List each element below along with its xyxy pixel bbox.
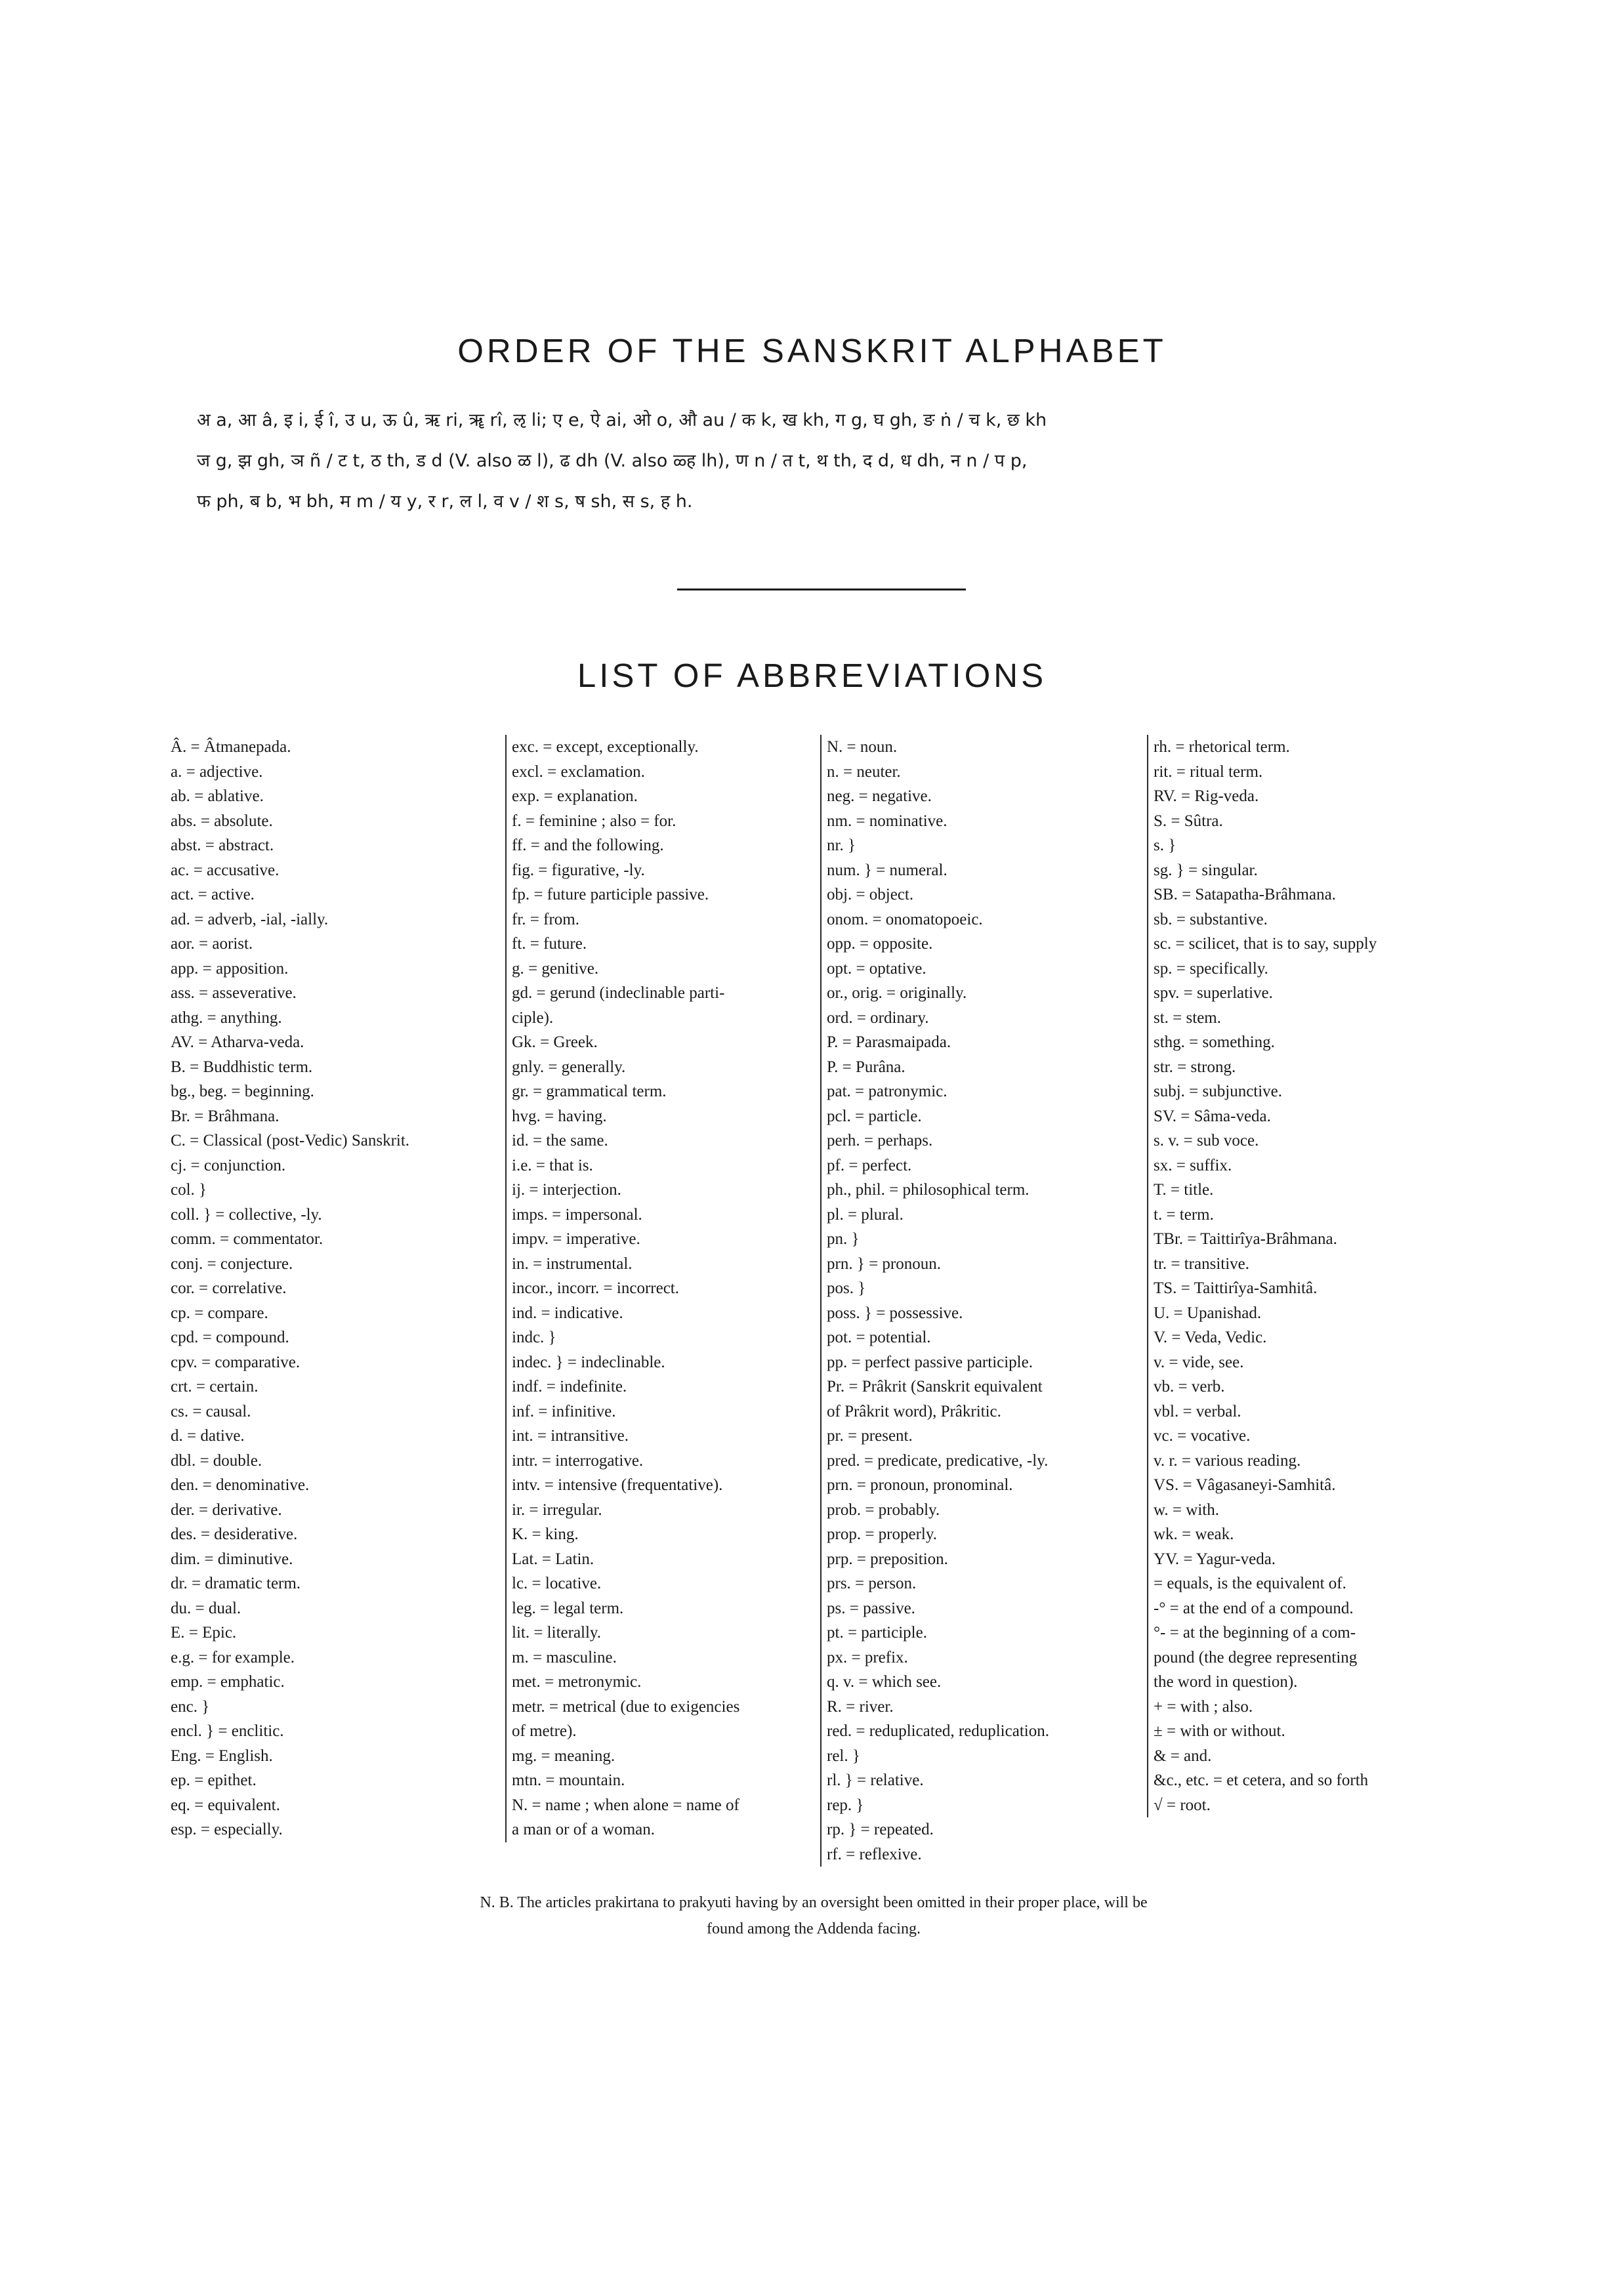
abbreviation-entry: ir. = irregular. xyxy=(512,1500,602,1519)
abbreviation-entry: rit. = ritual term. xyxy=(1154,762,1263,781)
abbreviation-entry: emp. = emphatic. xyxy=(171,1673,285,1691)
divider xyxy=(677,589,966,590)
abbreviation-entry: incor., incorr. = incorrect. xyxy=(512,1279,679,1297)
abbreviation-entry: abst. = abstract. xyxy=(171,837,274,854)
abbreviation-entry: metr. = metrical (due to exigencies xyxy=(512,1697,740,1716)
abbreviation-entry: E. = Epic. xyxy=(171,1624,237,1642)
abbreviation-entry: prop. = properly. xyxy=(827,1525,937,1543)
abbreviation-entry: of metre). xyxy=(512,1722,577,1740)
abbreviations-column-4 xyxy=(1147,735,1462,1817)
abbreviation-entry: pound (the degree representing xyxy=(1154,1648,1358,1666)
abbreviation-entry: Eng. = English. xyxy=(171,1747,273,1765)
abbreviation-entry: sx. = suffix. xyxy=(1154,1156,1232,1174)
abbreviation-entry: ad. = adverb, -ial, -ially. xyxy=(171,910,329,928)
abbreviation-entry: vc. = vocative. xyxy=(1154,1427,1251,1445)
abbreviation-entry: B. = Buddhistic term. xyxy=(171,1058,313,1076)
abbreviation-entry: pr. = present. xyxy=(827,1427,913,1445)
abbreviation-entry: prs. = person. xyxy=(827,1575,917,1592)
abbreviation-entry: -° = at the end of a compound. xyxy=(1154,1599,1354,1617)
abbreviation-entry: crt. = certain. xyxy=(171,1378,259,1396)
alphabet-order xyxy=(197,400,1483,522)
abbreviation-entry: inf. = infinitive. xyxy=(512,1402,616,1420)
abbreviation-entry: VS. = Vâgasaneyi-Samhitâ. xyxy=(1154,1476,1336,1494)
abbreviation-entry: exc. = except, exceptionally. xyxy=(512,738,699,756)
abbreviation-entry: P. = Parasmaipada. xyxy=(827,1033,951,1051)
abbreviation-entry: mg. = meaning. xyxy=(512,1747,615,1765)
abbreviation-entry: i.e. = that is. xyxy=(512,1156,593,1174)
abbreviation-entry: fp. = future participle passive. xyxy=(512,886,709,903)
abbreviation-entry: ± = with or without. xyxy=(1154,1722,1285,1740)
abbreviation-entry: R. = river. xyxy=(827,1697,894,1716)
abbreviation-entry: nm. = nominative. xyxy=(827,812,947,830)
abbreviation-entry: rf. = reflexive. xyxy=(827,1845,922,1863)
abbreviation-entry: excl. = exclamation. xyxy=(512,762,645,781)
abbreviation-entry: act. = active. xyxy=(171,886,255,903)
abbreviation-entry: opt. = optative. xyxy=(827,959,927,978)
abbreviation-entry: bg., beg. = beginning. xyxy=(171,1083,314,1100)
abbreviations-column-2 xyxy=(505,735,801,1842)
abbreviation-entry: pot. = potential. xyxy=(827,1329,931,1346)
abbreviation-entry: du. = dual. xyxy=(171,1599,241,1617)
abbreviation-entry: m. = masculine. xyxy=(512,1648,617,1666)
abbreviation-entry: ij. = interjection. xyxy=(512,1181,621,1199)
alphabet-line-3: फ ph, ब b, भ bh, म m / य y, र r, ल l, व v / श s, ष sh, स s, ह h. xyxy=(197,491,693,512)
abbreviation-entry: prn. } = pronoun. xyxy=(827,1254,941,1273)
abbreviation-entry: rel. } xyxy=(827,1747,860,1765)
abbreviation-entry: pt. = participle. xyxy=(827,1624,927,1642)
abbreviation-entry: app. = apposition. xyxy=(171,959,289,978)
abbreviation-entry: den. = denominative. xyxy=(171,1476,310,1494)
abbreviation-entry: cs. = causal. xyxy=(171,1402,251,1420)
abbreviation-entry: P. = Purâna. xyxy=(827,1058,906,1076)
abbreviation-entry: cpv. = comparative. xyxy=(171,1353,301,1371)
abbreviation-entry: indc. } xyxy=(512,1329,556,1346)
abbreviation-entry: cor. = correlative. xyxy=(171,1279,287,1297)
abbreviation-entry: ep. = epithet. xyxy=(171,1771,257,1789)
abbreviation-entry: S. = Sûtra. xyxy=(1154,812,1223,830)
abbreviation-entry: athg. = anything. xyxy=(171,1008,282,1027)
abbreviation-entry: g. = genitive. xyxy=(512,959,599,978)
footnote-line-1: N. B. The articles prakirtana to prakyuti having by an oversight been omitted in their proper place, will be xyxy=(480,1894,1148,1911)
abbreviation-entry: der. = derivative. xyxy=(171,1500,282,1519)
abbreviation-entry: neg. = negative. xyxy=(827,787,932,805)
abbreviation-entry: enc. } xyxy=(171,1697,210,1716)
abbreviation-entry: comm. = commentator. xyxy=(171,1230,323,1248)
abbreviation-entry: pred. = predicate, predicative, -ly. xyxy=(827,1451,1049,1470)
abbreviation-entry: w. = with. xyxy=(1154,1500,1219,1519)
abbreviation-entry: cp. = compare. xyxy=(171,1304,268,1322)
abbreviation-entry: intv. = intensive (frequentative). xyxy=(512,1476,723,1494)
abbreviation-entry: px. = prefix. xyxy=(827,1648,908,1666)
abbreviation-entry: v. r. = various reading. xyxy=(1154,1451,1301,1470)
abbreviation-entry: sg. } = singular. xyxy=(1154,861,1258,879)
abbreviation-entry: coll. } = collective, -ly. xyxy=(171,1205,322,1224)
abbreviation-entry: the word in question). xyxy=(1154,1673,1298,1691)
abbreviation-entry: prob. = probably. xyxy=(827,1500,940,1519)
abbreviation-entry: conj. = conjecture. xyxy=(171,1254,293,1273)
abbreviation-entry: mtn. = mountain. xyxy=(512,1771,625,1789)
abbreviations-heading: LIST OF ABBREVIATIONS xyxy=(577,657,1047,694)
abbreviation-entry: fig. = figurative, -ly. xyxy=(512,861,645,879)
abbreviation-entry: intr. = interrogative. xyxy=(512,1451,644,1470)
abbreviation-entry: lit. = literally. xyxy=(512,1624,602,1642)
abbreviation-entry: AV. = Atharva-veda. xyxy=(171,1033,304,1051)
abbreviation-entry: rh. = rhetorical term. xyxy=(1154,738,1290,756)
abbreviation-entry: onom. = onomatopoeic. xyxy=(827,910,983,928)
abbreviation-entry: ft. = future. xyxy=(512,935,587,953)
abbreviation-entry: ab. = ablative. xyxy=(171,787,264,805)
abbreviation-entry: v. = vide, see. xyxy=(1154,1353,1244,1371)
abbreviation-entry: ind. = indicative. xyxy=(512,1304,623,1322)
abbreviation-entry: red. = reduplicated, reduplication. xyxy=(827,1722,1049,1740)
abbreviation-entry: YV. = Yagur-veda. xyxy=(1154,1550,1276,1568)
abbreviation-entry: N. = name ; when alone = name of xyxy=(512,1796,739,1814)
abbreviation-entry: C. = Classical (post-Vedic) Sanskrit. xyxy=(171,1132,410,1149)
abbreviation-entry: fr. = from. xyxy=(512,910,579,928)
abbreviation-entry: cpd. = compound. xyxy=(171,1329,289,1346)
abbreviation-entry: dr. = dramatic term. xyxy=(171,1575,301,1592)
abbreviation-entry: rl. } = relative. xyxy=(827,1771,924,1789)
abbreviation-entry: °- = at the beginning of a com- xyxy=(1154,1624,1356,1642)
abbreviation-entry: num. } = numeral. xyxy=(827,861,947,879)
abbreviations-column-1 xyxy=(171,735,459,1842)
abbreviation-entry: s. v. = sub voce. xyxy=(1154,1132,1259,1149)
abbreviation-entry: a. = adjective. xyxy=(171,762,263,781)
abbreviation-entry: spv. = superlative. xyxy=(1154,984,1273,1002)
abbreviation-entry: of Prâkrit word), Prâkritic. xyxy=(827,1402,1001,1420)
abbreviation-entry: prn. = pronoun, pronominal. xyxy=(827,1476,1013,1494)
abbreviation-entry: id. = the same. xyxy=(512,1132,608,1149)
abbreviation-entry: imps. = impersonal. xyxy=(512,1205,642,1224)
abbreviation-entry: pat. = patronymic. xyxy=(827,1083,947,1100)
abbreviation-entry: int. = intransitive. xyxy=(512,1427,629,1445)
abbreviation-entry: pf. = perfect. xyxy=(827,1156,912,1174)
abbreviation-entry: a man or of a woman. xyxy=(512,1821,655,1838)
abbreviation-entry: pl. = plural. xyxy=(827,1205,904,1224)
abbreviation-entry: Br. = Brâhmana. xyxy=(171,1107,280,1125)
alphabet-line-1: अ a, आ â, इ i, ई î, उ u, ऊ û, ऋ ri, ॠ rî, ऌ li; ए e, ऐ ai, ओ o, औ au / क k, ख kh, ग g, घ gh, ङ ṅ / च k, छ kh xyxy=(197,410,1047,430)
abbreviation-entry: exp. = explanation. xyxy=(512,787,638,805)
abbreviation-entry: st. = stem. xyxy=(1154,1008,1221,1027)
abbreviation-entry: SB. = Satapatha-Brâhmana. xyxy=(1154,886,1336,903)
abbreviation-entry: prp. = preposition. xyxy=(827,1550,948,1568)
abbreviation-entry: dim. = diminutive. xyxy=(171,1550,293,1568)
abbreviation-entry: hvg. = having. xyxy=(512,1107,607,1125)
abbreviation-entry: √ = root. xyxy=(1154,1796,1211,1814)
abbreviation-entry: q. v. = which see. xyxy=(827,1673,942,1691)
abbreviation-entry: & = and. xyxy=(1154,1747,1212,1765)
abbreviation-entry: cj. = conjunction. xyxy=(171,1156,286,1174)
abbreviation-entry: poss. } = possessive. xyxy=(827,1304,963,1322)
abbreviation-entry: TBr. = Taittirîya-Brâhmana. xyxy=(1154,1230,1337,1248)
abbreviation-entry: + = with ; also. xyxy=(1154,1697,1253,1716)
abbreviation-entry: dbl. = double. xyxy=(171,1451,262,1470)
abbreviation-entry: gr. = grammatical term. xyxy=(512,1083,667,1100)
abbreviation-entry: eq. = equivalent. xyxy=(171,1796,280,1814)
abbreviation-entry: e.g. = for example. xyxy=(171,1648,295,1666)
alphabet-line-2: ज g, झ gh, ञ ñ / ट t, ठ th, ड d (V. also ळ l), ढ dh (V. also ळ्ह lh), ण n / त t, थ th, द d, ध dh, न n / प p, xyxy=(197,451,1028,471)
abbreviation-entry: Pr. = Prâkrit (Sanskrit equivalent xyxy=(827,1378,1043,1396)
abbreviation-entry: t. = term. xyxy=(1154,1205,1214,1224)
abbreviation-entry: Gk. = Greek. xyxy=(512,1033,598,1051)
abbreviation-entry: ph., phil. = philosophical term. xyxy=(827,1181,1030,1199)
abbreviation-entry: T. = title. xyxy=(1154,1181,1214,1199)
abbreviation-entry: ord. = ordinary. xyxy=(827,1008,929,1027)
abbreviation-entry: met. = metronymic. xyxy=(512,1673,642,1691)
abbreviation-entry: = equals, is the equivalent of. xyxy=(1154,1575,1346,1592)
abbreviation-entry: str. = strong. xyxy=(1154,1058,1236,1076)
abbreviation-entry: or., orig. = originally. xyxy=(827,984,967,1002)
abbreviation-entry: SV. = Sâma-veda. xyxy=(1154,1107,1271,1125)
abbreviation-entry: sb. = substantive. xyxy=(1154,910,1268,928)
abbreviation-entry: indec. } = indeclinable. xyxy=(512,1353,665,1371)
abbreviation-entry: d. = dative. xyxy=(171,1427,245,1445)
abbreviation-entry: sthg. = something. xyxy=(1154,1033,1275,1051)
abbreviation-entry: n. = neuter. xyxy=(827,762,901,781)
abbreviation-entry: TS. = Taittirîya-Samhitâ. xyxy=(1154,1279,1318,1297)
abbreviation-entry: ff. = and the following. xyxy=(512,837,664,854)
abbreviation-entry: indf. = indefinite. xyxy=(512,1378,627,1396)
abbreviation-entry: Â. = Âtmanepada. xyxy=(171,738,291,756)
abbreviation-entry: ac. = accusative. xyxy=(171,861,280,879)
abbreviation-entry: ps. = passive. xyxy=(827,1599,915,1617)
abbreviation-entry: pn. } xyxy=(827,1230,860,1248)
abbreviation-entry: N. = noun. xyxy=(827,738,898,756)
abbreviation-entry: K. = king. xyxy=(512,1525,579,1543)
abbreviation-entry: U. = Upanishad. xyxy=(1154,1304,1262,1322)
abbreviation-entry: s. } xyxy=(1154,837,1176,854)
abbreviation-entry: wk. = weak. xyxy=(1154,1525,1234,1543)
abbreviation-entry: aor. = aorist. xyxy=(171,935,253,953)
abbreviation-entry: gnly. = generally. xyxy=(512,1058,626,1076)
abbreviation-entry: nr. } xyxy=(827,837,856,854)
abbreviation-entry: rp. } = repeated. xyxy=(827,1821,934,1838)
abbreviation-entry: in. = instrumental. xyxy=(512,1254,633,1273)
abbreviation-entry: col. } xyxy=(171,1181,207,1199)
abbreviation-entry: obj. = object. xyxy=(827,886,914,903)
abbreviation-entry: pos. } xyxy=(827,1279,866,1297)
abbreviation-entry: opp. = opposite. xyxy=(827,935,933,953)
abbreviations-column-3 xyxy=(820,735,1138,1867)
abbreviation-entry: abs. = absolute. xyxy=(171,812,273,830)
abbreviation-entry: des. = desiderative. xyxy=(171,1525,298,1543)
abbreviation-entry: V. = Veda, Vedic. xyxy=(1154,1329,1267,1346)
abbreviation-entry: vb. = verb. xyxy=(1154,1378,1225,1396)
abbreviation-entry: pcl. = particle. xyxy=(827,1107,922,1125)
abbreviation-entry: Lat. = Latin. xyxy=(512,1550,594,1568)
abbreviation-entry: sc. = scilicet, that is to say, supply xyxy=(1154,935,1377,953)
abbreviation-entry: ciple). xyxy=(512,1008,554,1027)
abbreviation-entry: RV. = Rig-veda. xyxy=(1154,787,1259,805)
footnote-line-2: found among the Addenda facing. xyxy=(707,1920,921,1937)
abbreviation-entry: esp. = especially. xyxy=(171,1821,283,1838)
abbreviation-entry: f. = feminine ; also = for. xyxy=(512,812,677,830)
abbreviation-entry: impv. = imperative. xyxy=(512,1230,640,1248)
abbreviation-entry: tr. = transitive. xyxy=(1154,1254,1250,1273)
abbreviation-entry: rep. } xyxy=(827,1796,864,1814)
abbreviation-entry: sp. = specifically. xyxy=(1154,959,1268,978)
abbreviation-entry: encl. } = enclitic. xyxy=(171,1722,284,1740)
abbreviation-entry: subj. = subjunctive. xyxy=(1154,1083,1283,1100)
abbreviation-entry: pp. = perfect passive participle. xyxy=(827,1353,1033,1371)
abbreviation-entry: gd. = gerund (indeclinable parti- xyxy=(512,984,725,1002)
abbreviation-entry: perh. = perhaps. xyxy=(827,1132,933,1149)
abbreviation-entry: lc. = locative. xyxy=(512,1575,602,1592)
footnote xyxy=(249,1890,1378,1942)
alphabet-heading: ORDER OF THE SANSKRIT ALPHABET xyxy=(457,332,1167,369)
abbreviation-entry: &c., etc. = et cetera, and so forth xyxy=(1154,1771,1369,1789)
abbreviation-entry: ass. = asseverative. xyxy=(171,984,297,1002)
abbreviation-entry: leg. = legal term. xyxy=(512,1599,624,1617)
abbreviation-entry: vbl. = verbal. xyxy=(1154,1402,1241,1420)
